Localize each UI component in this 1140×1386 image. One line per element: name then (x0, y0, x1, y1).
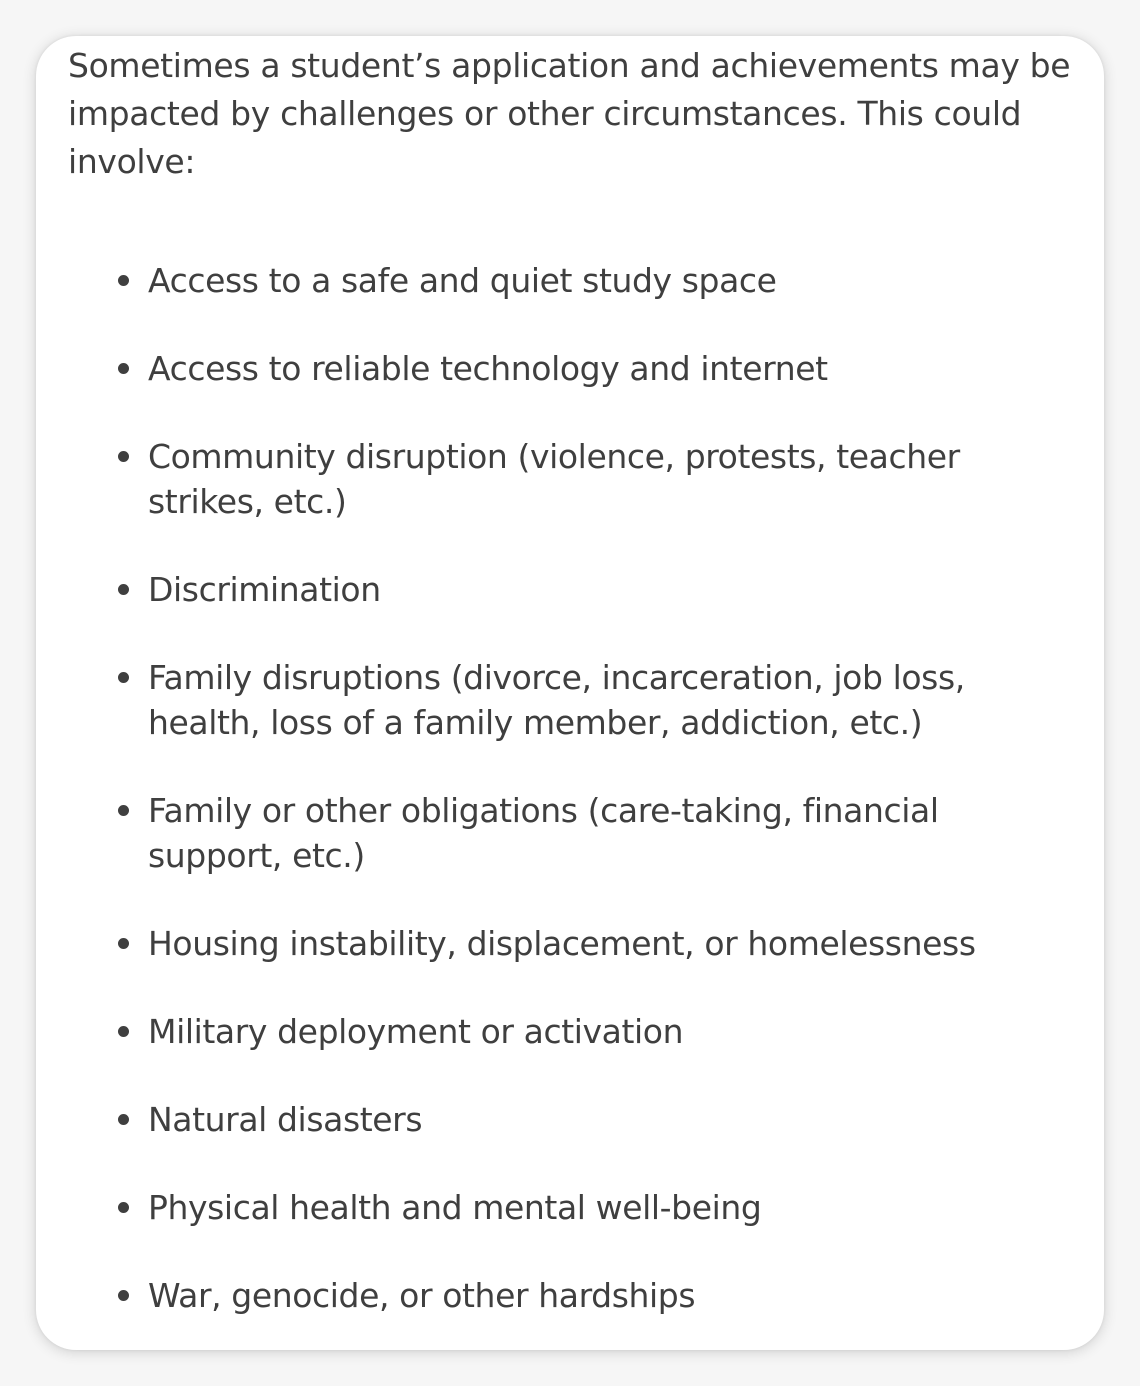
circumstances-card (36, 36, 1104, 1350)
list-item (68, 1273, 1074, 1318)
list-item-text: War, genocide, or other hardships (148, 1276, 696, 1315)
list-item-text: Family disruptions (divorce, incarceration, job loss, health, loss of a family member, addiction, etc.) (148, 658, 965, 742)
bullet-icon (118, 275, 129, 286)
list-item-text: Access to a safe and quiet study space (148, 261, 777, 300)
list-item-text: Discrimination (148, 570, 381, 609)
bullet-icon (118, 584, 129, 595)
bullet-icon (118, 1290, 129, 1301)
list-item (68, 346, 1074, 391)
bullet-icon (118, 805, 129, 816)
list-item-text: Physical health and mental well-being (148, 1188, 762, 1227)
list-item-text: Natural disasters (148, 1100, 423, 1139)
bullet-icon (118, 451, 129, 462)
bullet-icon (118, 363, 129, 374)
list-item (68, 258, 1074, 303)
circumstances-list (68, 258, 1074, 1318)
list-item-text: Community disruption (violence, protests, teacher strikes, etc.) (148, 437, 960, 521)
list-item (68, 1185, 1074, 1230)
list-item-text: Access to reliable technology and internet (148, 349, 828, 388)
list-item (68, 788, 1074, 878)
list-item (68, 434, 1074, 524)
bullet-icon (118, 672, 129, 683)
list-item-text: Military deployment or activation (148, 1012, 684, 1051)
list-item (68, 1009, 1074, 1054)
bullet-icon (118, 1202, 129, 1213)
list-item (68, 921, 1074, 966)
bullet-icon (118, 1114, 129, 1125)
bullet-icon (118, 938, 129, 949)
list-item (68, 1097, 1074, 1142)
list-item (68, 567, 1074, 612)
list-item-text: Housing instability, displacement, or homelessness (148, 924, 976, 963)
bullet-icon (118, 1026, 129, 1037)
list-item (68, 655, 1074, 745)
list-item-text: Family or other obligations (care-taking, financial support, etc.) (148, 791, 939, 875)
intro-text: Sometimes a student’s application and achievements may be impacted by challenges or other circumstances. This could involve: (68, 46, 1071, 181)
